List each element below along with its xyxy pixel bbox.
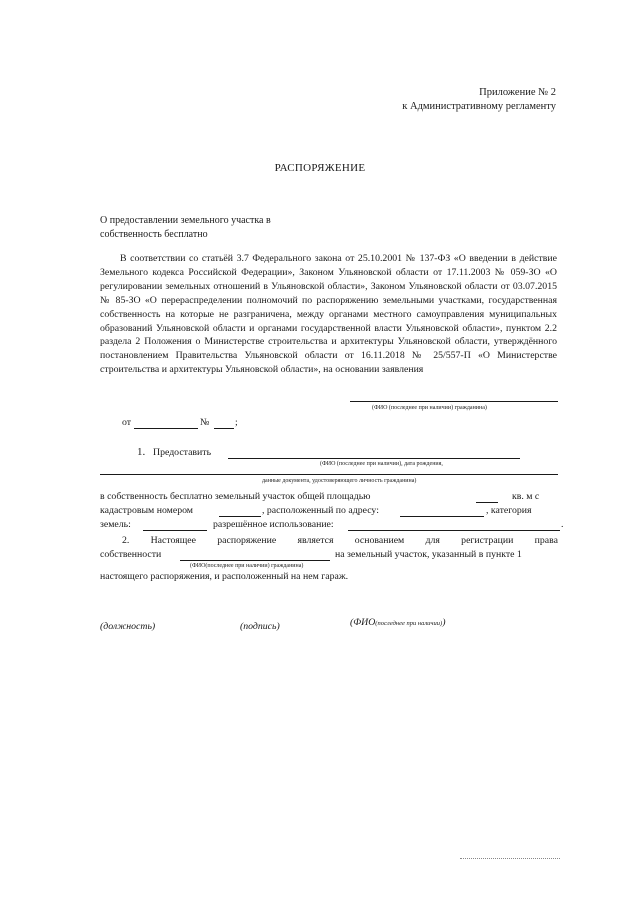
item2-owner-blank [180, 560, 330, 561]
item2-line-2a: собственности [100, 549, 162, 560]
item1-name-blank [228, 458, 520, 459]
item1-caption-2: данные документа, удостоверяющего личность гражданина) [262, 478, 417, 484]
item1-number: 1. [137, 446, 146, 458]
from-date-blank [134, 428, 198, 429]
item1-label: Предоставить [153, 447, 212, 458]
item1-address-blank [400, 516, 484, 517]
item2-line-1: 2. Настоящее распоряжение является основанием для регистрации права [122, 535, 558, 546]
signature-fio-main: (ФИО [350, 617, 376, 628]
signature-fio-end: ) [442, 617, 446, 628]
signature-fio [350, 617, 445, 628]
signature-sign: (подпись) [240, 621, 280, 632]
from-suffix: ; [235, 417, 238, 428]
signature-fio-small: (последнее при наличии) [375, 620, 443, 627]
applicant-blank-line [350, 401, 558, 402]
item1-cadastral-blank [219, 516, 261, 517]
item1-area-blank [476, 502, 498, 503]
from-number-blank [214, 428, 234, 429]
item1-text-f: разрешённое использование: [213, 519, 334, 530]
item1-text-c: , расположенный по адресу: [262, 505, 379, 516]
appendix-line-1: Приложение № 2 [479, 87, 556, 98]
item2-caption: (ФИО(последнее при наличии) гражданина) [190, 563, 304, 569]
subject-line-1: О предоставлении земельного участка в [100, 215, 271, 226]
item1-text-a: в собственность бесплатно земельный участок общей площадью [100, 491, 371, 502]
item1-document-blank [100, 474, 558, 475]
item1-unit: кв. м с [512, 491, 540, 502]
from-prefix: от [122, 417, 132, 428]
subject-line-2: собственность бесплатно [100, 229, 208, 240]
appendix-line-2: к Административному регламенту [402, 100, 556, 112]
document-title: РАСПОРЯЖЕНИЕ [274, 162, 366, 174]
footer-scan-artifact [460, 858, 560, 859]
preamble-paragraph: В соответствии со статьёй 3.7 Федерального закона от 25.10.2001 № 137-ФЗ «О введении в действие Земельного кодекса Российской Федерации», Законом Ульяновской области от 17.11.2003 № 059-ЗО «О регулировании земельных отношений в Ульяновской области», Законом Ульяновской области от 03.07.2015 № 85-ЗО «О перераспределении полномочий по распоряжению земельными участками, государственная собственность на которые не разграничена, между органами местного самоуправления муниципальных образований Ульяновской области и органами государственной власти Ульяновской области», пунктом 2.2 раздела 2 Положения о Министерстве строительства и архитектуры Ульяновской области, утверждённого постановлением Правительства Ульяновской области от 16.11.2018 № 25/557-П «О Министерстве строительства и архитектуры Ульяновской области», на основании заявления [100, 253, 557, 376]
item2-line-2b: на земельный участок, указанный в пункте 1 [335, 549, 522, 560]
item1-caption-1: (ФИО (последнее при наличии), дата рождения, [320, 461, 443, 467]
item2-line-3: настоящего распоряжения, и расположенный на нем гараж. [100, 571, 349, 582]
item1-end: . [561, 519, 564, 530]
applicant-caption: (ФИО (последнее при наличии) гражданина) [372, 405, 487, 411]
appendix-header [402, 86, 556, 113]
from-number-sign: № [200, 417, 210, 428]
item1-text-b: кадастровым номером [100, 505, 194, 516]
item1-usage-blank [348, 530, 560, 531]
item1-text-d: , категория [486, 505, 532, 516]
document-subject [100, 214, 350, 242]
item1-text-e: земель: [100, 519, 131, 530]
item1-category-blank [143, 530, 207, 531]
signature-position: (должность) [100, 621, 156, 632]
